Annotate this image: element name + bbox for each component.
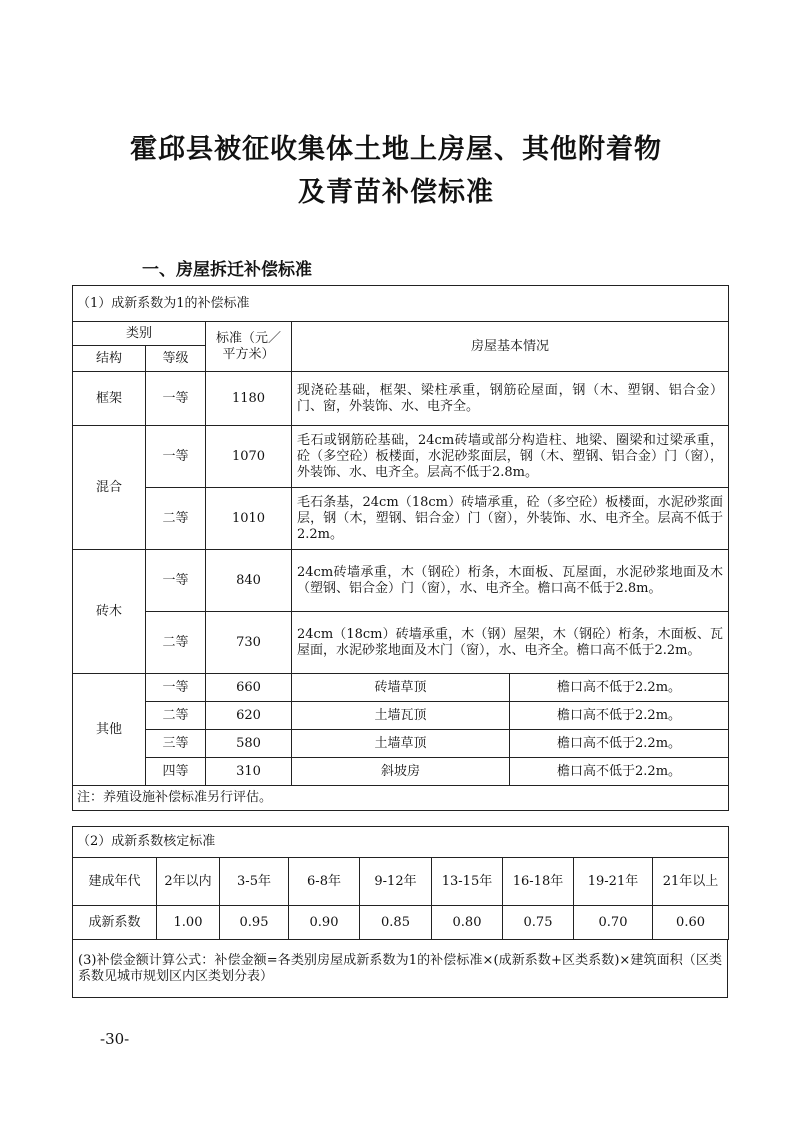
compensation-standard-table	[72, 285, 729, 811]
table-row	[73, 372, 729, 426]
roof-cell: 土墙瓦顶	[292, 702, 510, 730]
document-title-line-2: 及青苗补偿标准	[298, 177, 494, 208]
coef-cell: 0.60	[653, 906, 729, 940]
year-cell: 19-21年	[574, 858, 653, 906]
coef-cell: 0.70	[574, 906, 653, 940]
header-description: 房屋基本情况	[292, 322, 729, 372]
table-row	[73, 550, 729, 612]
year-cell: 6-8年	[289, 858, 360, 906]
height-cell: 檐口高不低于2.2m。	[510, 674, 729, 702]
description-cell: 24cm（18cm）砖墙承重，木（钢）屋架，木（钢砼）桁条，木面板、瓦屋面，水泥砂浆地面及木门（窗），水、电齐全。檐口高不低于2.2m。	[292, 612, 729, 674]
grade-cell: 一等	[146, 372, 206, 426]
height-cell: 檐口高不低于2.2m。	[510, 730, 729, 758]
roof-cell: 斜坡房	[292, 758, 510, 786]
description-cell: 毛石条基，24cm（18cm）砖墙承重，砼（多空砼）板楼面，水泥砂浆面层，钢（木，塑钢、铝合金）门（窗），外装饰、水、电齐全。层高不低于2.2m。	[292, 488, 729, 550]
structure-cell: 框架	[73, 372, 146, 426]
table-row	[73, 906, 729, 940]
header-grade: 等级	[146, 346, 206, 372]
grade-cell: 四等	[146, 758, 206, 786]
table1-caption: （1）成新系数为1的补偿标准	[73, 286, 729, 322]
description-cell: 24cm砖墙承重，木（钢砼）桁条，木面板、瓦屋面，水泥砂浆地面及木（塑钢、铝合金）门（窗），水、电齐全。檐口高不低于2.8m。	[292, 550, 729, 612]
height-cell: 檐口高不低于2.2m。	[510, 758, 729, 786]
grade-cell: 二等	[146, 612, 206, 674]
year-cell: 2年以内	[157, 858, 220, 906]
description-cell: 毛石或钢筋砼基础，24cm砖墙或部分构造柱、地梁、圈梁和过梁承重，砼（多空砼）板楼面，水泥砂浆面层，钢（木、塑钢、铝合金）门（窗），外装饰、水、电齐全。层高不低于2.8m。	[292, 426, 729, 488]
price-cell: 580	[206, 730, 292, 758]
header-category: 类别	[73, 322, 206, 346]
table1-note: 注：养殖设施补偿标准另行评估。	[73, 786, 729, 811]
coef-cell: 0.85	[360, 906, 432, 940]
header-structure: 结构	[73, 346, 146, 372]
coef-cell: 0.95	[220, 906, 289, 940]
year-cell: 16-18年	[503, 858, 574, 906]
grade-cell: 三等	[146, 730, 206, 758]
coef-cell: 1.00	[157, 906, 220, 940]
table2-caption: （2）成新系数核定标准	[73, 827, 729, 858]
table-row	[73, 674, 729, 702]
price-cell: 310	[206, 758, 292, 786]
grade-cell: 一等	[146, 674, 206, 702]
price-cell: 840	[206, 550, 292, 612]
table-row	[73, 426, 729, 488]
price-cell: 730	[206, 612, 292, 674]
roof-cell: 土墙草顶	[292, 730, 510, 758]
page-number: -30-	[100, 1030, 130, 1048]
price-cell: 1070	[206, 426, 292, 488]
structure-cell: 砖木	[73, 550, 146, 674]
coef-cell: 0.80	[432, 906, 503, 940]
table-row	[73, 488, 729, 550]
roof-cell: 砖墙草顶	[292, 674, 510, 702]
coef-cell: 0.90	[289, 906, 360, 940]
table-row	[73, 612, 729, 674]
grade-cell: 一等	[146, 426, 206, 488]
year-cell: 9-12年	[360, 858, 432, 906]
price-cell: 1010	[206, 488, 292, 550]
year-cell: 13-15年	[432, 858, 503, 906]
price-cell: 660	[206, 674, 292, 702]
row-label-coefficient: 成新系数	[73, 906, 157, 940]
coef-cell: 0.75	[503, 906, 574, 940]
description-cell: 现浇砼基础，框架、梁柱承重，钢筋砼屋面，钢（木、塑钢、铝合金）门、窗，外装饰、水、电齐全。	[292, 372, 729, 426]
structure-cell: 混合	[73, 426, 146, 550]
year-cell: 21年以上	[653, 858, 729, 906]
document-title-line-1: 霍邱县被征收集体土地上房屋、其他附着物	[130, 134, 662, 165]
table-row	[73, 858, 729, 906]
grade-cell: 一等	[146, 550, 206, 612]
formula-text: (3)补偿金额计算公式：补偿金额=各类别房屋成新系数为1的补偿标准×(成新系数+区类系数)×建筑面积（区类系数见城市规划区内区类划分表）	[73, 940, 728, 998]
year-cell: 3-5年	[220, 858, 289, 906]
table-row	[73, 758, 729, 786]
height-cell: 檐口高不低于2.2m。	[510, 702, 729, 730]
grade-cell: 二等	[146, 702, 206, 730]
formula-box	[72, 939, 728, 998]
price-cell: 620	[206, 702, 292, 730]
structure-cell: 其他	[73, 674, 146, 786]
table-row	[73, 702, 729, 730]
grade-cell: 二等	[146, 488, 206, 550]
table-row	[73, 730, 729, 758]
header-standard: 标准（元／平方米）	[206, 322, 292, 372]
section-heading: 一、房屋拆迁补偿标准	[142, 260, 312, 280]
row-label-build-year: 建成年代	[73, 858, 157, 906]
depreciation-coefficient-table	[72, 826, 729, 940]
price-cell: 1180	[206, 372, 292, 426]
